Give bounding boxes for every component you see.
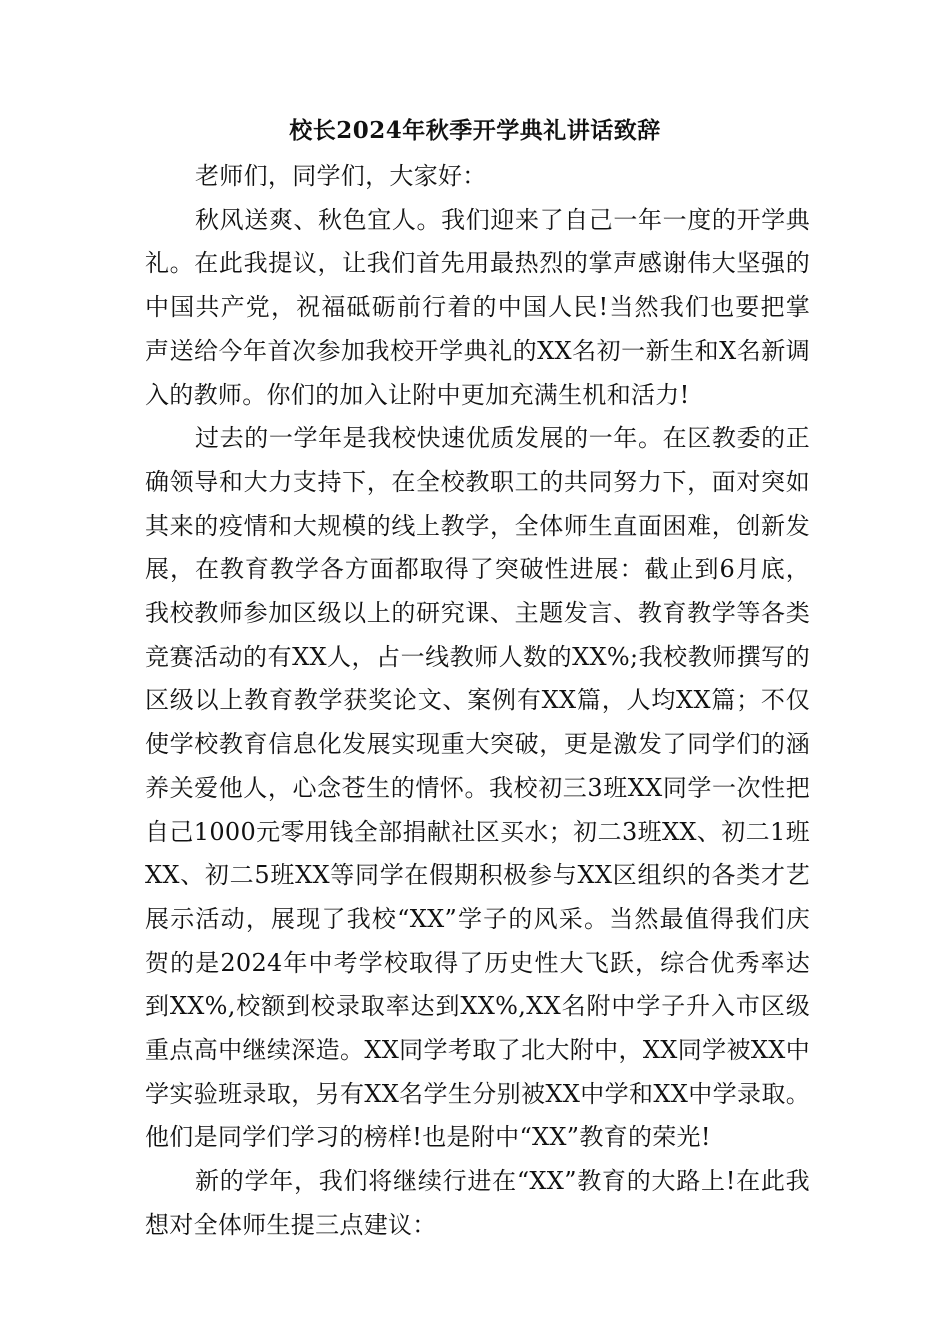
document-title: 校长2024年秋季开学典礼讲话致辞 <box>289 117 661 144</box>
greeting-paragraph: 老师们，同学们，大家好： <box>195 162 487 190</box>
opening-paragraph: 秋风送爽、秋色宜人。我们迎来了自己一年一度的开学典礼。在此我提议，让我们首先用最热烈的掌声感谢伟大坚强的中国共产党，祝福砥砺前行着的中国人民!当然我们也要把掌声送给今年首次参加我校开学典礼的XX名初一新生和X名新调入的教师。你们的加入让附中更加充满生机和活力! <box>145 205 810 409</box>
achievements-paragraph: 过去的一学年是我校快速优质发展的一年。在区教委的正确领导和大力支持下，在全校教职工的共同努力下，面对突如其来的疫情和大规模的线上教学，全体师生直面困难，创新发展，在教育教学各方面都取得了突破性进展：截止到6月底，我校教师参加区级以上的研究课、主题发言、教育教学等各类竞赛活动的有XX人，占一线教师人数的XX%;我校教师撰写的区级以上教育教学获奖论文、案例有XX篇，人均XX篇；不仅使学校教育信息化发展实现重大突破，更是激发了同学们的涵养关爱他人，心念苍生的情怀。我校初三3班XX同学一次性把自己1000元零用钱全部捐献社区买水；初二3班XX、初二1班XX、初二5班XX等同学在假期积极参与XX区组织的各类才艺展示活动，展现了我校“XX”学子的风采。当然最值得我们庆贺的是2024年中考学校取得了历史性大飞跃，综合优秀率达到XX%,校额到校录取率达到XX%,XX名附中学子升入市区级重点高中继续深造。XX同学考取了北大附中，XX同学被XX中学实验班录取，另有XX名学生分别被XX中学和XX中学录取。他们是同学们学习的榜样!也是附中“XX”教育的荣光! <box>145 424 810 1152</box>
document-body <box>145 155 810 1248</box>
new-year-paragraph: 新的学年，我们将继续行进在“XX”教育的大路上!在此我想对全体师生提三点建议： <box>145 1167 810 1239</box>
